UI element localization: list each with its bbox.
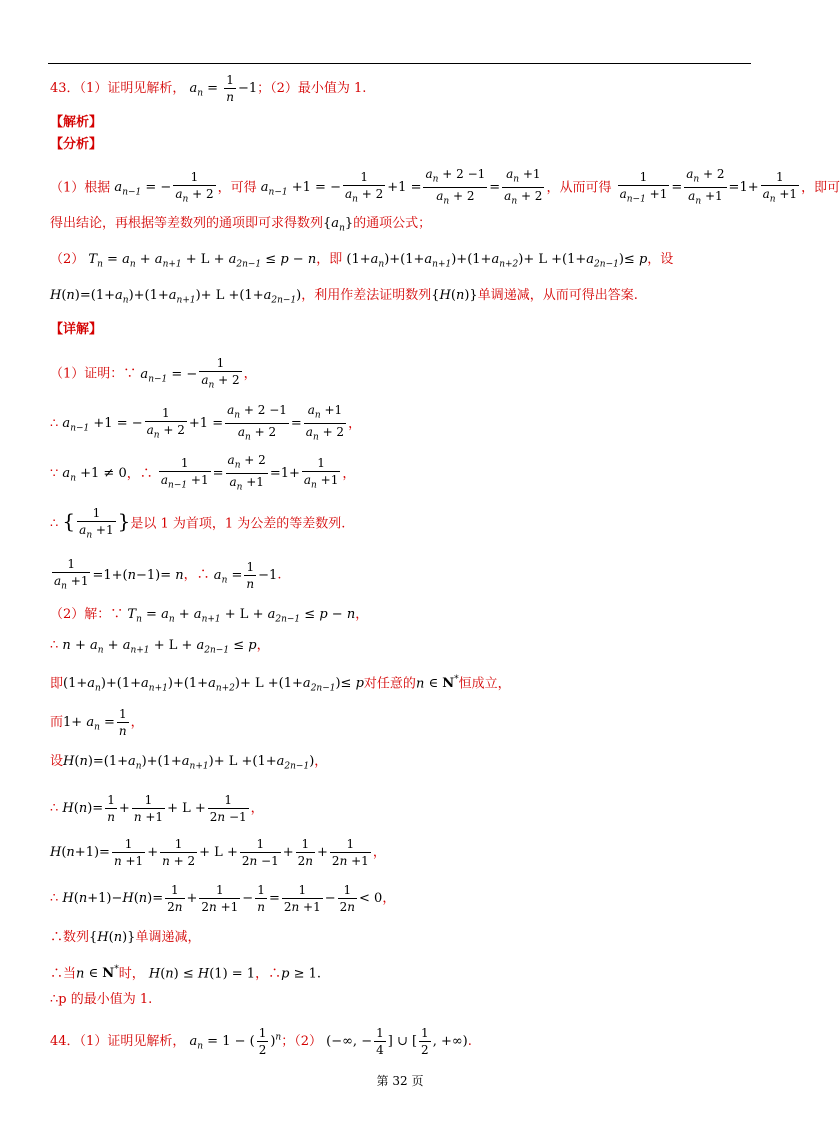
xiangjie-heading: 【详解】 bbox=[50, 322, 103, 337]
detail-line-4: ∴ { $\frac{1}{a_n +1}$ }是以 1 为首项，1 为公差的等差数列. bbox=[50, 506, 346, 541]
q43-answer-line: 43．（1）证明见解析， $a_n$ = $\frac{1}{n}$ −1；（2）最小值为 1. bbox=[50, 73, 367, 104]
detail-line-13: ∴ H(n+1)−H(n)= $\frac{1}{2n}$ + $\frac{1}{2n +1}$ − $\frac{1}{n}$ = $\frac{1}{2n +1}$ − $\frac{1}{2n}$ < 0， bbox=[50, 883, 396, 914]
analysis-line-2: 得出结论，再根据等差数列的通项即可求得数列$\{a_n\}$的通项公式； bbox=[50, 216, 432, 234]
detail-line-5: $\frac{1}{a_n +1}$ =1+(n−1)= n，∴ $a_n$ = $\frac{1}{n}$ −1. bbox=[54, 557, 282, 592]
detail-line-12: H(n+1)= $\frac{1}{n +1}$ + $\frac{1}{n + 2}$ + L + $\frac{1}{2n -1}$ + $\frac{1}{2n}$ + $\frac{1}{2n +1}$ ， bbox=[50, 837, 386, 868]
detail-line-8: 即$(1+a_n)+(1+a_{n+1})+(1+a_{n+2})+ L +(1+a_{2n-1})\le p$对任意的n ∈ N*恒成立， bbox=[50, 675, 511, 694]
analysis-line-3: （2） $T_n = a_n + a_{n+1} + L + a_{2n-1} \le p - n$，即 $(1+a_n)+(1+a_{n+1})+(1+a_{n+2})+ L +(1+a_{2n-1})\le p$，设 bbox=[50, 252, 674, 270]
detail-line-11: ∴ H(n)= $\frac{1}{n}$ + $\frac{1}{n +1}$ + L + $\frac{1}{2n -1}$ ， bbox=[50, 793, 264, 824]
detail-line-10: 设$H(n)=(1+a_n)+(1+a_{n+1})+ L +(1+a_{2n-1})$， bbox=[50, 754, 328, 772]
detail-line-16: ∴p 的最小值为 1. bbox=[50, 992, 153, 1007]
header-rule bbox=[48, 63, 751, 64]
detail-line-15: ∴当n ∈ N*时， H(n) ≤ H(1) = 1，∴p ≥ 1. bbox=[50, 965, 321, 982]
jiexi-heading: 【解析】 bbox=[50, 115, 103, 130]
detail-line-9: 而$1+ a_n$ = $\frac{1}{n}$ ， bbox=[50, 707, 144, 738]
detail-line-6: （2）解：∵ $T_n = a_n + a_{n+1} + L + a_{2n-1} \le p - n$， bbox=[50, 607, 369, 625]
fenxi-heading: 【分析】 bbox=[50, 137, 103, 152]
detail-line-2: ∴ $a_{n-1} +1$ = − $\frac{1}{a_n + 2}$ +1 = $\frac{a_n + 2 -1}{a_n + 2}$ = $\frac{a_n +1}{a_n + 2}$ ， bbox=[50, 403, 362, 443]
page-number: 第 32 页 bbox=[376, 1074, 424, 1088]
analysis-line-1: （1）根据 $a_{n-1}$ = − $\frac{1}{a_n + 2}$ ，可得 $a_{n-1} +1$ = − $\frac{1}{a_n + 2}$ +1 = $\frac{a_n + 2 -1}{a_n + 2}$ = $\frac{a_n +1}{a_n + 2}$ ，从而可得 $\frac{1}{a_{n-1} +1}$ = $\frac{a_n + 2}{a_n +1}$ =1+ $\frac{1}{a_n +1}$ ，即可 bbox=[50, 167, 840, 207]
detail-line-1: （1）证明：∵ $a_{n-1}$ = − $\frac{1}{a_n + 2}$ ， bbox=[50, 356, 257, 391]
analysis-line-4: $H(n)=(1+a_n)+(1+a_{n+1})+ L +(1+a_{2n-1})$，利用作差法证明数列{H(n)}单调递减，从而可得出答案. bbox=[50, 288, 638, 306]
q44-answer-line: 44．（1）证明见解析， $a_n = 1$ − ( $\frac{1}{2}$ )$^n$；（2） (−∞, − $\frac{1}{4}$ ] ∪ [ $\frac{1}{2}$ , +∞). bbox=[50, 1026, 472, 1057]
detail-line-7: ∴ $n + a_n + a_{n+1} + L + a_{2n-1} \le p$， bbox=[50, 638, 270, 656]
detail-line-14: ∴数列{H(n)}单调递减， bbox=[50, 930, 201, 945]
formula: $a_n$ = $\frac{1}{n}$ −1 bbox=[189, 73, 258, 104]
detail-line-3: ∵ $a_n +1 \ne 0$，∴ $\frac{1}{a_{n-1} +1}$ = $\frac{a_n + 2}{a_n +1}$ =1+ $\frac{1}{a_n +1}$ ， bbox=[50, 453, 356, 493]
